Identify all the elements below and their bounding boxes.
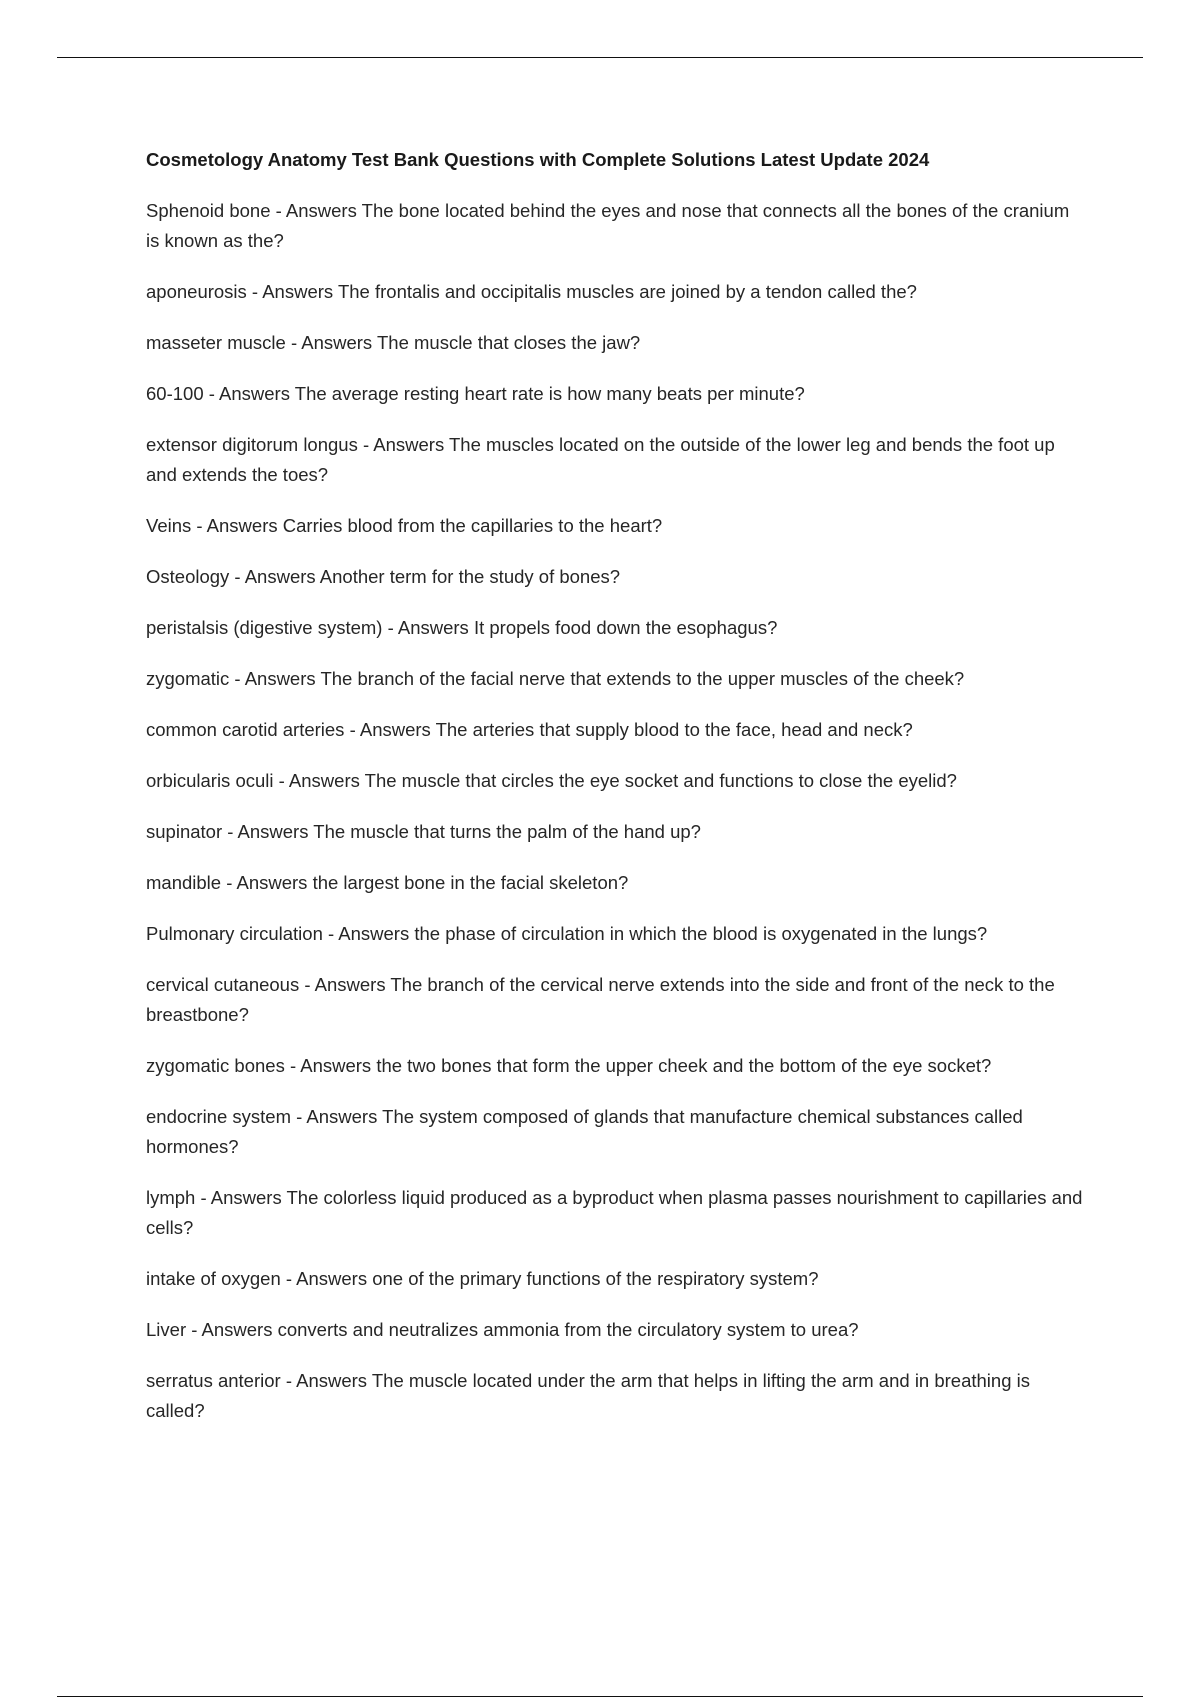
document-body <box>146 146 1086 1447</box>
qa-entry: mandible - Answers the largest bone in the facial skeleton? <box>146 872 629 893</box>
qa-entry: lymph - Answers The colorless liquid produced as a byproduct when plasma passes nourishment to capillaries and cells? <box>146 1187 1083 1238</box>
qa-entry: common carotid arteries - Answers The arteries that supply blood to the face, head and neck? <box>146 719 913 740</box>
document-title: Cosmetology Anatomy Test Bank Questions with Complete Solutions Latest Update 2024 <box>146 149 930 170</box>
qa-entry: Veins - Answers Carries blood from the capillaries to the heart? <box>146 515 663 536</box>
qa-entry: Liver - Answers converts and neutralizes ammonia from the circulatory system to urea? <box>146 1319 859 1340</box>
qa-entry: serratus anterior - Answers The muscle located under the arm that helps in lifting the arm and in breathing is called? <box>146 1370 1030 1421</box>
qa-entry: orbicularis oculi - Answers The muscle that circles the eye socket and functions to close the eyelid? <box>146 770 957 791</box>
qa-entry: supinator - Answers The muscle that turns the palm of the hand up? <box>146 821 701 842</box>
qa-entry: zygomatic - Answers The branch of the facial nerve that extends to the upper muscles of the cheek? <box>146 668 965 689</box>
qa-entry: Sphenoid bone - Answers The bone located behind the eyes and nose that connects all the bones of the cranium is known as the? <box>146 200 1070 251</box>
qa-entry: cervical cutaneous - Answers The branch of the cervical nerve extends into the side and front of the neck to the breastbone? <box>146 974 1055 1025</box>
header-rule <box>57 57 1143 58</box>
qa-entry: extensor digitorum longus - Answers The muscles located on the outside of the lower leg and bends the foot up and extends the toes? <box>146 434 1055 485</box>
qa-entry: intake of oxygen - Answers one of the primary functions of the respiratory system? <box>146 1268 819 1289</box>
footer-rule <box>57 1696 1143 1697</box>
qa-entry: peristalsis (digestive system) - Answers It propels food down the esophagus? <box>146 617 778 638</box>
qa-entry: Osteology - Answers Another term for the study of bones? <box>146 566 621 587</box>
qa-entry: masseter muscle - Answers The muscle that closes the jaw? <box>146 332 641 353</box>
qa-entry: aponeurosis - Answers The frontalis and occipitalis muscles are joined by a tendon called the? <box>146 281 917 302</box>
qa-entry: zygomatic bones - Answers the two bones that form the upper cheek and the bottom of the eye socket? <box>146 1055 992 1076</box>
qa-entry: 60-100 - Answers The average resting heart rate is how many beats per minute? <box>146 383 805 404</box>
qa-list <box>146 196 1086 1426</box>
qa-entry: endocrine system - Answers The system composed of glands that manufacture chemical substances called hormones? <box>146 1106 1023 1157</box>
qa-entry: Pulmonary circulation - Answers the phase of circulation in which the blood is oxygenated in the lungs? <box>146 923 988 944</box>
